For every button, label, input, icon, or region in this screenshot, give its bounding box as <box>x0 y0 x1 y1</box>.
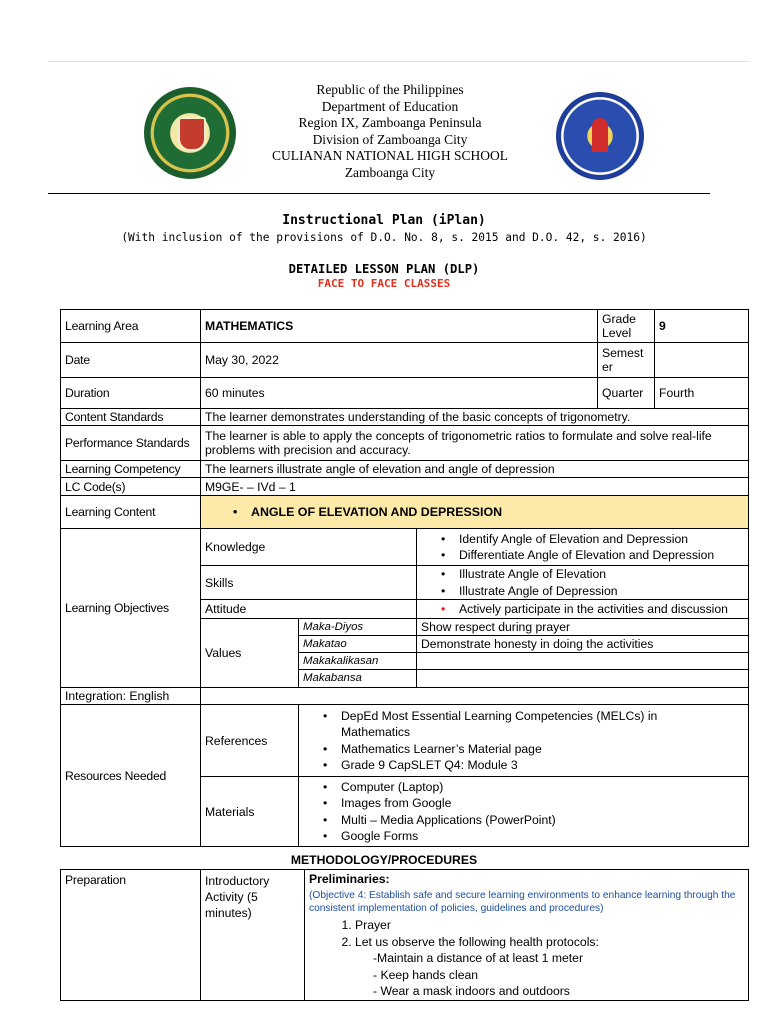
row-preparation <box>61 870 749 1001</box>
letterhead-line-6: Zamboanga City <box>344 164 436 180</box>
lesson-plan-table <box>60 309 749 847</box>
letterhead-line-5: CULIANAN NATIONAL HIGH SCHOOL <box>271 148 509 163</box>
introductory-activity-label: Introductory Activity (5 minutes) <box>201 870 305 1001</box>
grade-level-value: 9 <box>655 310 749 343</box>
row-lc-code <box>61 478 749 496</box>
skills-item: • Illustrate Angle of Elevation <box>459 566 744 583</box>
methodology-heading: METHODOLOGY/PROCEDURES <box>290 853 478 867</box>
dlp-title: DETAILED LESSON PLAN (DLP) <box>288 262 480 276</box>
learning-content-label: Learning Content <box>61 496 201 529</box>
value-name: Makabansa <box>303 672 362 684</box>
row-learning-area <box>61 310 749 343</box>
row-references <box>61 705 749 777</box>
preliminaries-heading: Preliminaries: <box>309 872 390 886</box>
iplan-title: Instructional Plan (iPlan) <box>282 213 486 228</box>
material-item: • Google Forms <box>341 828 744 845</box>
skills-label: Skills <box>201 566 417 600</box>
integration-label: Integration: English <box>61 688 201 705</box>
knowledge-item: • Identify Angle of Elevation and Depression <box>459 531 744 548</box>
value-text <box>417 670 748 687</box>
material-item: • Computer (Laptop) <box>341 779 744 796</box>
materials-label: Materials <box>201 777 299 847</box>
attitude-list <box>417 600 749 619</box>
row-competency <box>61 461 749 478</box>
step-item <box>355 934 744 951</box>
date-label: Date <box>61 343 201 378</box>
quarter-value: Fourth <box>655 378 749 409</box>
integration-value <box>201 688 749 705</box>
iplan-subtitle: (With inclusion of the provisions of D.O. No. 8, s. 2015 and D.O. 42, s. 2016) <box>121 231 647 244</box>
semester-label: Semester <box>598 343 655 378</box>
row-date <box>61 343 749 378</box>
references-label: References <box>201 705 299 777</box>
materials-list <box>299 777 749 847</box>
value-name: Maka-Diyos <box>299 619 417 636</box>
knowledge-label: Knowledge <box>201 529 417 566</box>
letterhead-line-1: Republic of the Philippines <box>316 82 464 97</box>
knowledge-item: • Differentiate Angle of Elevation and Depression <box>459 547 744 564</box>
content-standards-value: The learner demonstrates understanding of the basic concepts of trigonometry. <box>201 409 749 426</box>
material-item: • Multi – Media Applications (PowerPoint) <box>341 812 744 829</box>
letterhead-line-4: Division of Zamboanga City <box>312 131 468 147</box>
content-standards-label: Content Standards <box>61 409 201 426</box>
letterhead-divider <box>48 193 710 194</box>
learning-content-topic: • ANGLE OF ELEVATION AND DEPRESSION <box>251 504 744 521</box>
value-pair-cell <box>299 653 417 688</box>
attitude-label: Attitude <box>201 600 417 619</box>
row-knowledge <box>61 529 749 566</box>
protocol-item: -Maintain a distance of at least 1 meter <box>373 951 584 965</box>
performance-standards-value: The learner is able to apply the concepts of trigonometric ratios to formulate and solve real-life problems with precision and accuracy. <box>201 426 749 461</box>
lc-code-value: M9GE- – IVd – 1 <box>201 478 749 496</box>
knowledge-list <box>417 529 749 566</box>
objective-note: (Objective 4: Establish safe and secure learning environments to enhance learning through the consistent implementation of policies, guidelines and procedures) <box>309 890 736 914</box>
row-performance-standards <box>61 426 749 461</box>
protocol-list <box>309 950 744 1000</box>
preparation-label: Preparation <box>61 870 201 1001</box>
competency-value: The learners illustrate angle of elevation and angle of depression <box>201 461 749 478</box>
competency-label: Learning Competency <box>61 461 201 478</box>
date-value: May 30, 2022 <box>201 343 598 378</box>
resources-label: Resources Needed <box>61 705 201 847</box>
learning-area-value: MATHEMATICS <box>201 310 598 343</box>
lc-code-label: LC Code(s) <box>61 478 201 496</box>
preparation-content <box>305 870 749 1001</box>
dlp-subtitle: FACE TO FACE CLASSES <box>317 277 451 290</box>
skills-list <box>417 566 749 600</box>
step-item <box>355 917 744 934</box>
letterhead <box>200 82 580 181</box>
semester-value <box>655 343 749 378</box>
value-text <box>417 653 748 670</box>
references-list <box>299 705 749 777</box>
learning-area-label: Learning Area <box>61 310 201 343</box>
duration-value: 60 minutes <box>201 378 598 409</box>
letterhead-line-2: Department of Education <box>321 98 459 114</box>
value-name: Makakalikasan <box>299 653 416 670</box>
learning-objectives-label: Learning Objectives <box>61 529 201 688</box>
page-edge-rule <box>48 61 750 62</box>
value-pair-text-cell <box>417 653 749 688</box>
values-label: Values <box>201 619 299 688</box>
row-learning-content <box>61 496 749 529</box>
reference-item: • Mathematics Learner’s Material page <box>341 741 704 758</box>
step-text: Let us observe the following health protocols: <box>355 934 599 949</box>
quarter-label: Quarter <box>598 378 655 409</box>
performance-standards-label: Performance Standards <box>61 426 201 461</box>
methodology-table <box>60 869 749 1001</box>
reference-item: • DepEd Most Essential Learning Competencies (MELCs) in Mathematics <box>341 708 704 741</box>
letterhead-line-3: Region IX, Zamboanga Peninsula <box>298 115 482 130</box>
protocol-item: - Wear a mask indoors and outdoors <box>373 984 570 998</box>
step-text: Prayer <box>355 918 391 932</box>
protocol-item: - Keep hands clean <box>373 967 479 982</box>
material-item: • Images from Google <box>341 795 744 812</box>
grade-level-label: Grade Level <box>598 310 655 343</box>
value-text: Demonstrate honesty in doing the activities <box>417 636 749 653</box>
row-integration <box>61 688 749 705</box>
attitude-item: • Actively participate in the activities and discussion <box>459 601 744 618</box>
value-text: Show respect during prayer <box>417 619 749 636</box>
row-duration <box>61 378 749 409</box>
value-name: Makatao <box>299 636 417 653</box>
duration-label: Duration <box>61 378 201 409</box>
reference-item: • Grade 9 CapSLET Q4: Module 3 <box>341 757 704 774</box>
row-content-standards <box>61 409 749 426</box>
skills-item: • Illustrate Angle of Depression <box>459 583 744 600</box>
learning-content-value <box>201 496 749 529</box>
